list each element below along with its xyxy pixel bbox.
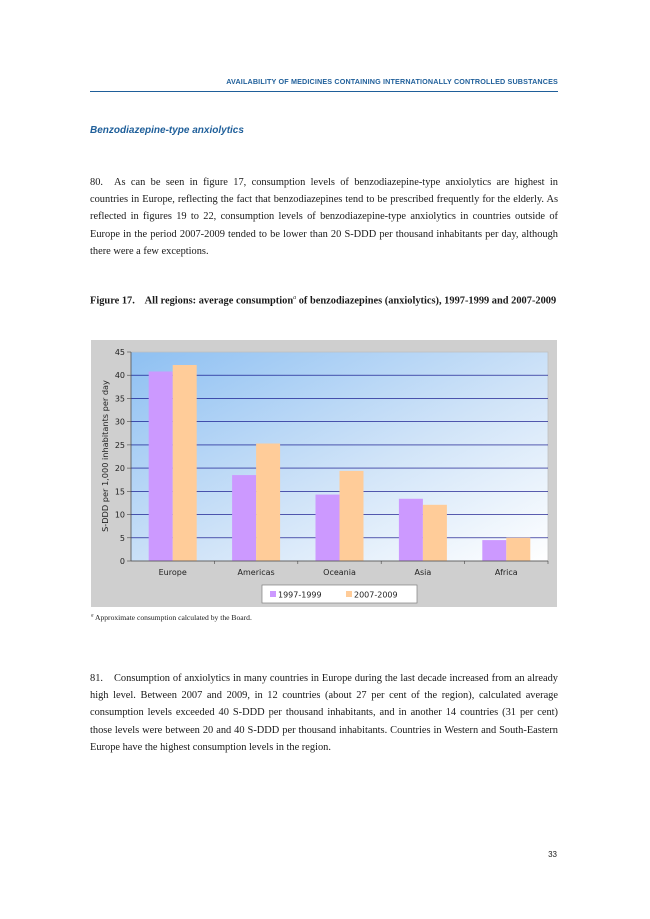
figure-label: Figure 17.: [90, 295, 135, 307]
legend-label: 2007-2009: [354, 590, 398, 600]
y-tick-label: 5: [119, 533, 125, 543]
bar-2007-2009-asia: [423, 505, 447, 561]
paragraph-number: 80.: [90, 177, 103, 188]
bar-1997-1999-europe: [149, 372, 173, 561]
x-tick-label: Oceania: [323, 568, 356, 577]
y-tick-label: 30: [114, 417, 125, 427]
legend-swatch: [270, 591, 276, 597]
bar-1997-1999-asia: [399, 499, 423, 561]
x-tick-label: Asia: [414, 568, 432, 577]
page-number: 33: [548, 850, 557, 859]
paragraph-text: As can be seen in figure 17, consumption levels of benzodiazepine-type anxiolytics are highest in countries in Europe, reflecting the fact that benzodiazepines tend to be prescribed frequently for the elderly. As reflected in figures 19 to 22, consumption levels of benzodiazepine-type anxiolytics in countries outside of Europe in the period 2007-2009 tended to be lower than 20 S-DDD per thousand inhabitants per day, although there were a few exceptions.: [90, 177, 558, 257]
paragraph-number: 81.: [90, 673, 103, 684]
figure-caption: [90, 291, 558, 309]
legend: [262, 585, 417, 603]
y-tick-label: 20: [114, 464, 125, 474]
footnote-text: Approximate consumption calculated by the Board.: [93, 613, 252, 622]
legend-label: 1997-1999: [278, 590, 322, 600]
y-tick-label: 25: [114, 440, 125, 450]
bar-1997-1999-oceania: [316, 495, 340, 561]
section-title: Benzodiazepine-type anxiolytics: [90, 125, 244, 136]
legend-swatch: [346, 591, 352, 597]
header-rule: [90, 91, 558, 92]
paragraph-81: [90, 670, 558, 756]
bar-2007-2009-africa: [506, 538, 530, 561]
y-tick-label: 35: [114, 394, 125, 404]
x-tick-label: Africa: [494, 568, 518, 577]
y-tick-label: 10: [114, 510, 125, 520]
figure-title-part2: of benzodiazepines (anxiolytics), 1997-1999 and 2007-2009: [296, 295, 557, 307]
paragraph-80: [90, 174, 558, 260]
y-tick-label: 0: [119, 557, 125, 566]
figure-title-part1: All regions: average consumption: [144, 295, 294, 307]
figure-footnote: [91, 613, 252, 622]
x-tick-label: Europe: [158, 568, 187, 577]
bar-1997-1999-americas: [232, 475, 256, 561]
footnote-marker: a: [293, 295, 297, 301]
bar-1997-1999-africa: [482, 540, 506, 561]
chart-container: [91, 340, 557, 607]
bar-2007-2009-oceania: [340, 471, 364, 561]
y-tick-label: 40: [114, 371, 125, 381]
footnote-marker: a: [91, 613, 94, 619]
bar-2007-2009-europe: [173, 365, 197, 561]
bar-chart: [91, 340, 557, 607]
bar-2007-2009-americas: [256, 443, 280, 561]
y-tick-label: 45: [114, 348, 125, 357]
running-header: AVAILABILITY OF MEDICINES CONTAINING INTERNATIONALLY CONTROLLED SUBSTANCES: [226, 77, 558, 86]
paragraph-text: Consumption of anxiolytics in many countries in Europe during the last decade increased from an already high level. Between 2007 and 2009, in 12 countries (about 27 per cent of the region), calculated average consumption levels exceeded 40 S-DDD per thousand inhabitants, and in another 14 countries (31 per cent) those levels were between 20 and 40 S-DDD per thousand inhabitants. Countries in Western and South-Eastern Europe have the highest consumption levels in the region.: [90, 673, 558, 753]
y-axis-label: S-DDD per 1,000 inhabitants per day: [100, 380, 110, 532]
x-tick-label: Americas: [237, 568, 275, 577]
y-tick-label: 15: [114, 487, 125, 497]
